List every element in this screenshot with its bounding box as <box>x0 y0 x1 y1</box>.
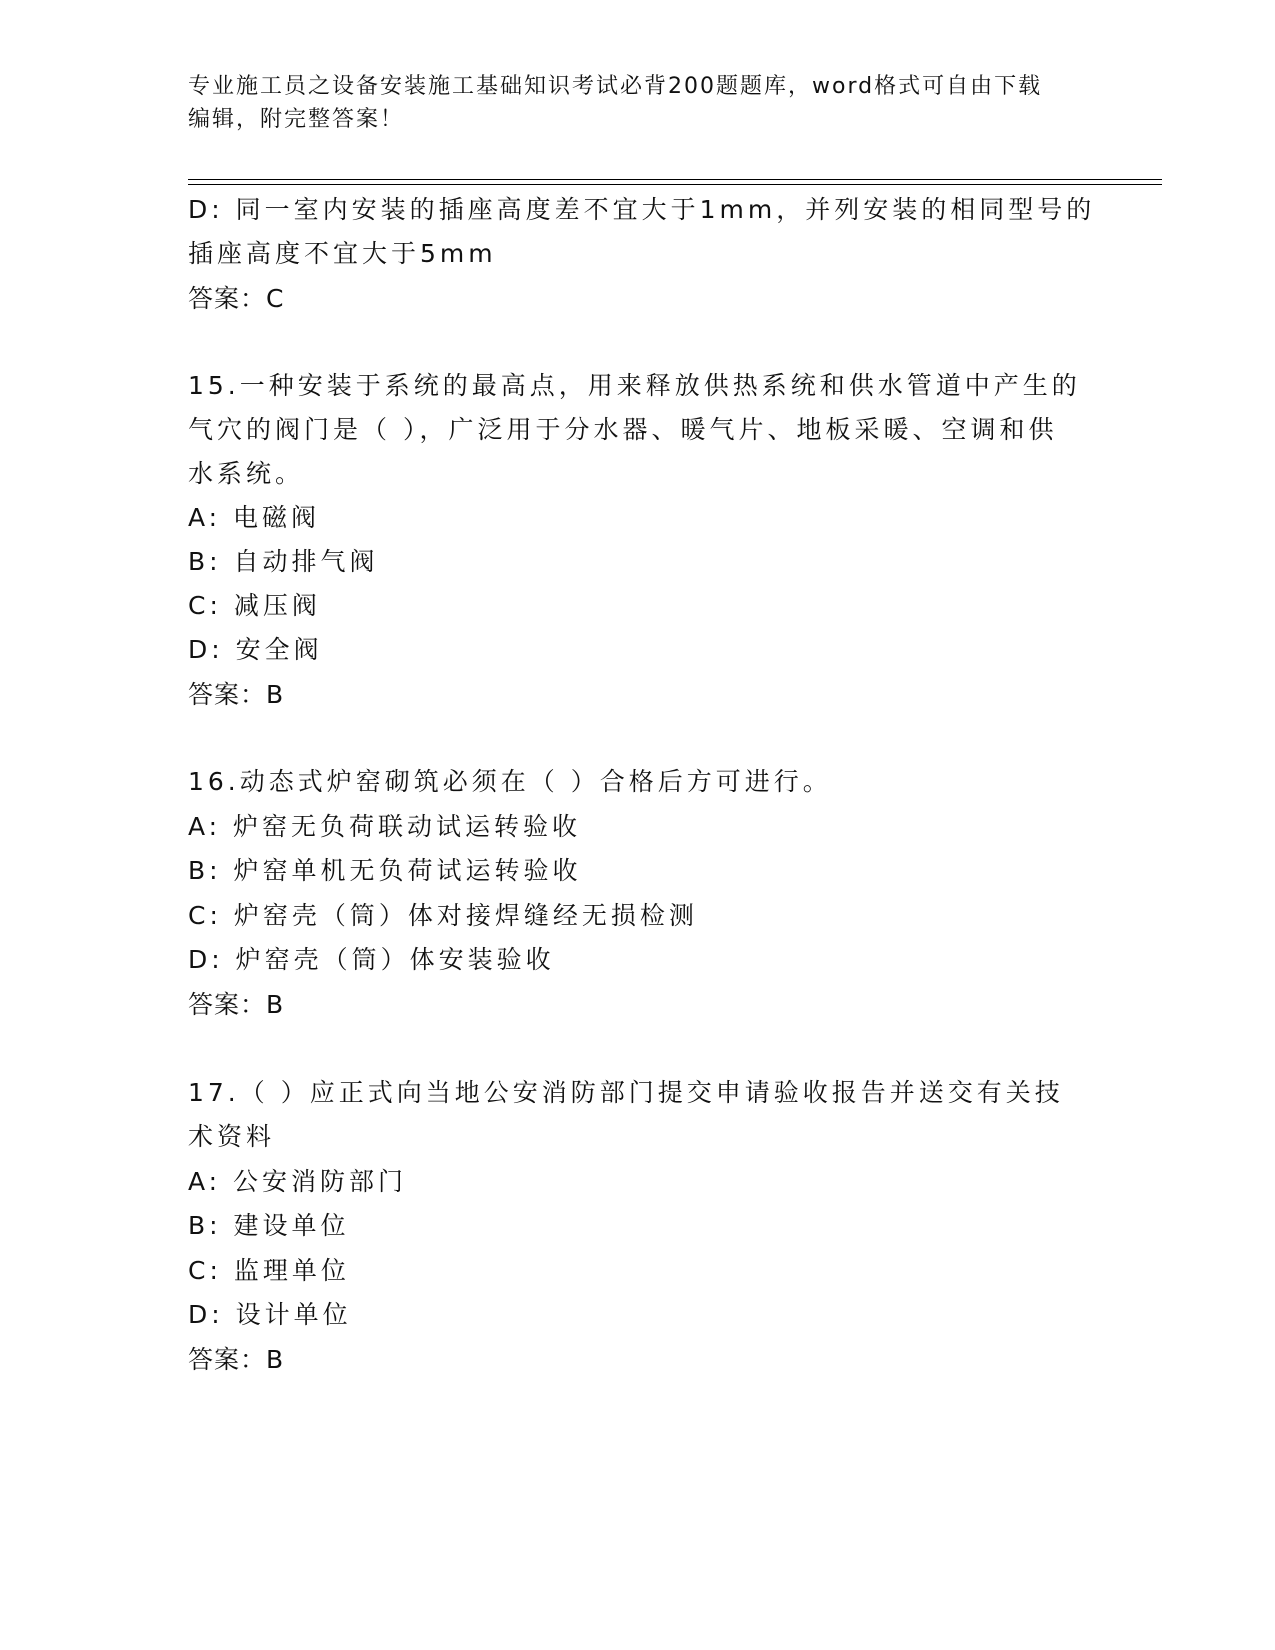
q15-option-c: C: 减压阀 <box>188 591 321 620</box>
header-title-line-1: 专业施工员之设备安装施工基础知识考试必背200题题库，word格式可自由下载 <box>188 74 1043 99</box>
q17-option-d: D: 设计单位 <box>188 1300 352 1329</box>
q16-stem-line-1: 16.动态式炉窑砌筑必须在（ ）合格后方可进行。 <box>188 767 832 796</box>
q16-answer: 答案：B <box>188 990 285 1019</box>
q17-option-b: B: 建设单位 <box>188 1211 350 1240</box>
header-divider-bottom <box>188 184 1162 185</box>
q16-option-a: A: 炉窑无负荷联动试运转验收 <box>188 812 582 841</box>
q15-option-d: D: 安全阀 <box>188 635 323 664</box>
q14-option-d-line-1: D: 同一室内安装的插座高度差不宜大于1mm，并列安装的相同型号的 <box>188 195 1096 224</box>
q17-stem-line-1: 17.（ ）应正式向当地公安消防部门提交申请验收报告并送交有关技 <box>188 1078 1064 1107</box>
q15-stem-line-3: 水系统。 <box>188 459 305 488</box>
q14-answer: 答案：C <box>188 284 285 313</box>
q17-option-c: C: 监理单位 <box>188 1256 350 1285</box>
q17-option-a: A: 公安消防部门 <box>188 1167 408 1196</box>
q15-answer: 答案：B <box>188 680 285 709</box>
q16-option-c: C: 炉窑壳（筒）体对接焊缝经无损检测 <box>188 901 698 930</box>
q15-stem-line-1: 15.一种安装于系统的最高点，用来释放供热系统和供水管道中产生的 <box>188 371 1081 400</box>
q16-option-d: D: 炉窑壳（筒）体安装验收 <box>188 945 555 974</box>
q15-stem-line-2: 气穴的阀门是（ ），广泛用于分水器、暖气片、地板采暖、空调和供 <box>188 415 1058 444</box>
q17-stem-line-2: 术资料 <box>188 1122 276 1151</box>
q15-option-b: B: 自动排气阀 <box>188 547 379 576</box>
q15-option-a: A: 电磁阀 <box>188 503 321 532</box>
document-header <box>188 70 1088 136</box>
header-divider-top <box>188 179 1162 180</box>
q14-option-d-line-2: 插座高度不宜大于5mm <box>188 239 497 268</box>
header-title-line-2: 编辑，附完整答案！ <box>188 107 405 132</box>
q16-option-b: B: 炉窑单机无负荷试运转验收 <box>188 856 582 885</box>
q17-answer: 答案：B <box>188 1345 285 1374</box>
